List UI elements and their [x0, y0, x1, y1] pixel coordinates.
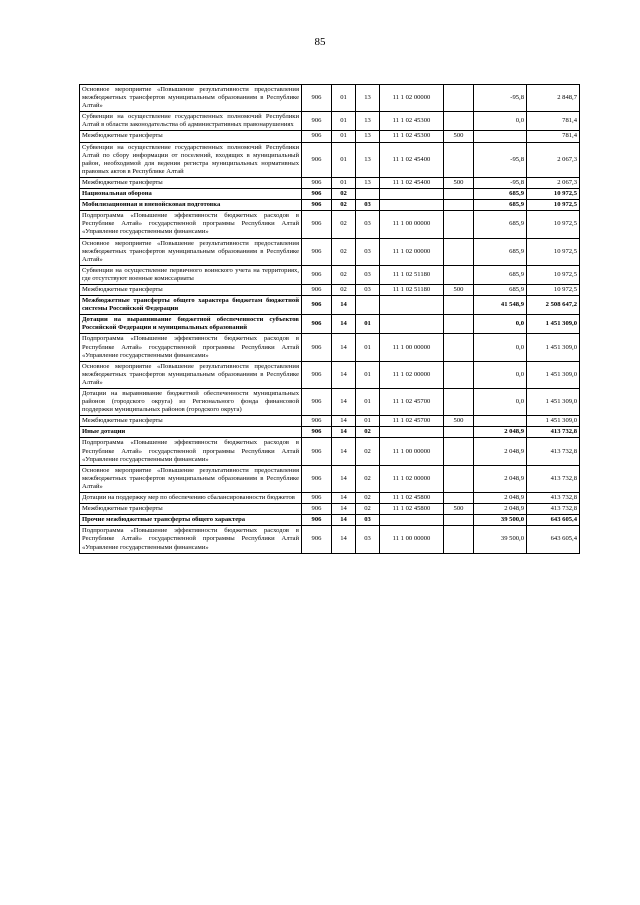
subsection-code-cell: 02 — [356, 438, 380, 465]
amount-total-cell: 643 605,4 — [527, 515, 580, 526]
target-article-cell: 11 1 02 45300 — [380, 131, 444, 142]
amount-total-cell: 2 067,3 — [527, 177, 580, 188]
amount-total-cell: 2 508 647,2 — [527, 296, 580, 315]
item-name-cell: Дотации на выравнивание бюджетной обеспеченности муниципальных районов (городского округа) из Регионального фонда финансовой поддержки муниципальных районов (городского округа) — [80, 389, 302, 416]
target-article-cell: 11 1 02 45800 — [380, 493, 444, 504]
target-article-cell: 11 1 02 00000 — [380, 361, 444, 388]
table-row — [80, 526, 580, 553]
admin-code-cell: 906 — [302, 493, 332, 504]
target-article-cell: 11 1 02 51180 — [380, 284, 444, 295]
amount-total-cell: 1 451 309,0 — [527, 361, 580, 388]
table-row — [80, 389, 580, 416]
amount-change-cell: -95,8 — [474, 85, 527, 112]
subsection-code-cell: 01 — [356, 315, 380, 334]
expense-type-cell — [444, 189, 474, 200]
item-name-cell: Основное мероприятие «Повышение результативности предоставления межбюджетных трансфертов муниципальным образованиям в Республике Алтай» — [80, 238, 302, 265]
table-row — [80, 142, 580, 177]
item-name-cell: Дотации на выравнивание бюджетной обеспеченности субъектов Российской Федерации и муниципальных образований — [80, 315, 302, 334]
admin-code-cell: 906 — [302, 438, 332, 465]
target-article-cell — [380, 515, 444, 526]
amount-change-cell — [474, 416, 527, 427]
subsection-code-cell: 01 — [356, 361, 380, 388]
item-name-cell: Субвенции на осуществление государственных полномочий Республики Алтай в области законодательства об административных правонарушениях — [80, 112, 302, 131]
section-code-cell: 14 — [332, 438, 356, 465]
section-code-cell: 14 — [332, 465, 356, 492]
target-article-cell: 11 1 02 45800 — [380, 504, 444, 515]
table-row — [80, 334, 580, 361]
page-number: 85 — [314, 36, 326, 48]
subsection-code-cell: 03 — [356, 526, 380, 553]
table-row — [80, 211, 580, 238]
table-row — [80, 189, 580, 200]
item-name-cell: Прочие межбюджетные трансферты общего характера — [80, 515, 302, 526]
admin-code-cell: 906 — [302, 296, 332, 315]
amount-total-cell: 413 732,8 — [527, 493, 580, 504]
item-name-cell: Межбюджетные трансферты — [80, 504, 302, 515]
amount-change-cell: 0,0 — [474, 315, 527, 334]
section-code-cell: 01 — [332, 142, 356, 177]
amount-change-cell: 2 048,9 — [474, 504, 527, 515]
admin-code-cell: 906 — [302, 416, 332, 427]
amount-total-cell: 10 972,5 — [527, 284, 580, 295]
expense-type-cell: 500 — [444, 177, 474, 188]
amount-change-cell: 2 048,9 — [474, 438, 527, 465]
expense-type-cell — [444, 142, 474, 177]
target-article-cell: 11 1 00 00000 — [380, 438, 444, 465]
item-name-cell: Субвенции на осуществление государственных полномочий Республики Алтай по сбору информации от поселений, входящих в муниципальный район, необходимой для ведения регистра муниципальных нормативных правовых актов в Республике Алтай — [80, 142, 302, 177]
budget-table-body — [80, 85, 580, 554]
table-row — [80, 315, 580, 334]
table-row — [80, 131, 580, 142]
section-code-cell: 01 — [332, 177, 356, 188]
admin-code-cell: 906 — [302, 515, 332, 526]
amount-change-cell: 0,0 — [474, 112, 527, 131]
amount-total-cell: 781,4 — [527, 131, 580, 142]
target-article-cell — [380, 200, 444, 211]
admin-code-cell: 906 — [302, 334, 332, 361]
amount-total-cell: 2 848,7 — [527, 85, 580, 112]
expense-type-cell — [444, 493, 474, 504]
item-name-cell: Межбюджетные трансферты — [80, 284, 302, 295]
amount-change-cell: 685,9 — [474, 238, 527, 265]
table-row — [80, 200, 580, 211]
target-article-cell — [380, 315, 444, 334]
admin-code-cell: 906 — [302, 284, 332, 295]
target-article-cell: 11 1 02 45400 — [380, 142, 444, 177]
table-row — [80, 238, 580, 265]
target-article-cell — [380, 189, 444, 200]
table-row — [80, 504, 580, 515]
subsection-code-cell: 03 — [356, 515, 380, 526]
expense-type-cell — [444, 389, 474, 416]
subsection-code-cell: 03 — [356, 238, 380, 265]
section-code-cell: 14 — [332, 515, 356, 526]
expense-type-cell — [444, 315, 474, 334]
admin-code-cell: 906 — [302, 465, 332, 492]
table-row — [80, 438, 580, 465]
expense-type-cell — [444, 515, 474, 526]
item-name-cell: Мобилизационная и вневойсковая подготовка — [80, 200, 302, 211]
target-article-cell — [380, 427, 444, 438]
item-name-cell: Межбюджетные трансферты — [80, 416, 302, 427]
admin-code-cell: 906 — [302, 85, 332, 112]
amount-total-cell: 10 972,5 — [527, 265, 580, 284]
subsection-code-cell: 03 — [356, 200, 380, 211]
admin-code-cell: 906 — [302, 504, 332, 515]
table-row — [80, 361, 580, 388]
expense-type-cell: 500 — [444, 504, 474, 515]
item-name-cell: Национальная оборона — [80, 189, 302, 200]
table-row — [80, 265, 580, 284]
table-row — [80, 284, 580, 295]
section-code-cell: 14 — [332, 504, 356, 515]
section-code-cell: 02 — [332, 200, 356, 211]
section-code-cell: 14 — [332, 361, 356, 388]
expense-type-cell — [444, 526, 474, 553]
admin-code-cell: 906 — [302, 238, 332, 265]
target-article-cell: 11 1 00 00000 — [380, 526, 444, 553]
table-row — [80, 515, 580, 526]
item-name-cell: Основное мероприятие «Повышение результативности предоставления межбюджетных трансфертов муниципальным образованиям в Республике Алтай» — [80, 361, 302, 388]
amount-change-cell: 685,9 — [474, 284, 527, 295]
item-name-cell: Межбюджетные трансферты — [80, 131, 302, 142]
table-row — [80, 112, 580, 131]
admin-code-cell: 906 — [302, 200, 332, 211]
subsection-code-cell: 03 — [356, 284, 380, 295]
amount-change-cell: 2 048,9 — [474, 493, 527, 504]
section-code-cell: 14 — [332, 526, 356, 553]
item-name-cell: Подпрограмма «Повышение эффективности бюджетных расходов в Республике Алтай» государственной программы Республики Алтай «Управление государственными финансами» — [80, 526, 302, 553]
amount-change-cell: 39 500,0 — [474, 515, 527, 526]
subsection-code-cell: 13 — [356, 177, 380, 188]
target-article-cell: 11 1 02 45700 — [380, 389, 444, 416]
amount-change-cell — [474, 131, 527, 142]
admin-code-cell: 906 — [302, 189, 332, 200]
admin-code-cell: 906 — [302, 211, 332, 238]
subsection-code-cell: 01 — [356, 389, 380, 416]
amount-total-cell: 413 732,8 — [527, 438, 580, 465]
admin-code-cell: 906 — [302, 315, 332, 334]
amount-change-cell: 685,9 — [474, 265, 527, 284]
expense-type-cell — [444, 211, 474, 238]
expense-type-cell: 500 — [444, 131, 474, 142]
admin-code-cell: 906 — [302, 131, 332, 142]
item-name-cell: Межбюджетные трансферты — [80, 177, 302, 188]
table-row — [80, 177, 580, 188]
expense-type-cell — [444, 265, 474, 284]
expense-type-cell — [444, 427, 474, 438]
target-article-cell: 11 1 02 00000 — [380, 465, 444, 492]
amount-total-cell: 1 451 309,0 — [527, 315, 580, 334]
subsection-code-cell: 01 — [356, 416, 380, 427]
expense-type-cell — [444, 296, 474, 315]
target-article-cell: 11 1 02 45400 — [380, 177, 444, 188]
budget-table — [79, 84, 580, 554]
amount-change-cell: 2 048,9 — [474, 427, 527, 438]
amount-change-cell: 0,0 — [474, 389, 527, 416]
subsection-code-cell: 13 — [356, 131, 380, 142]
subsection-code-cell: 02 — [356, 427, 380, 438]
subsection-code-cell: 13 — [356, 112, 380, 131]
admin-code-cell: 906 — [302, 112, 332, 131]
expense-type-cell: 500 — [444, 416, 474, 427]
subsection-code-cell: 02 — [356, 493, 380, 504]
amount-total-cell: 10 972,5 — [527, 189, 580, 200]
expense-type-cell — [444, 361, 474, 388]
amount-change-cell: 41 548,9 — [474, 296, 527, 315]
section-code-cell: 02 — [332, 265, 356, 284]
expense-type-cell: 500 — [444, 284, 474, 295]
target-article-cell: 11 1 02 00000 — [380, 238, 444, 265]
amount-change-cell: 39 500,0 — [474, 526, 527, 553]
expense-type-cell — [444, 85, 474, 112]
amount-change-cell: 0,0 — [474, 334, 527, 361]
amount-total-cell: 781,4 — [527, 112, 580, 131]
section-code-cell: 14 — [332, 296, 356, 315]
expense-type-cell — [444, 465, 474, 492]
section-code-cell: 14 — [332, 315, 356, 334]
section-code-cell: 01 — [332, 85, 356, 112]
admin-code-cell: 906 — [302, 361, 332, 388]
amount-total-cell: 643 605,4 — [527, 526, 580, 553]
target-article-cell: 11 1 02 45300 — [380, 112, 444, 131]
subsection-code-cell: 02 — [356, 465, 380, 492]
admin-code-cell: 906 — [302, 265, 332, 284]
table-row — [80, 296, 580, 315]
section-code-cell: 14 — [332, 493, 356, 504]
section-code-cell: 14 — [332, 427, 356, 438]
amount-total-cell: 1 451 309,0 — [527, 334, 580, 361]
amount-total-cell: 10 972,5 — [527, 200, 580, 211]
amount-total-cell: 1 451 309,0 — [527, 389, 580, 416]
admin-code-cell: 906 — [302, 526, 332, 553]
item-name-cell: Дотации на поддержку мер по обеспечению сбалансированности бюджетов — [80, 493, 302, 504]
admin-code-cell: 906 — [302, 142, 332, 177]
amount-change-cell: 0,0 — [474, 361, 527, 388]
admin-code-cell: 906 — [302, 427, 332, 438]
target-article-cell: 11 1 02 51180 — [380, 265, 444, 284]
amount-change-cell: 2 048,9 — [474, 465, 527, 492]
amount-change-cell: 685,9 — [474, 189, 527, 200]
item-name-cell: Иные дотации — [80, 427, 302, 438]
target-article-cell: 11 1 00 00000 — [380, 211, 444, 238]
amount-total-cell: 10 972,5 — [527, 238, 580, 265]
expense-type-cell — [444, 438, 474, 465]
section-code-cell: 14 — [332, 416, 356, 427]
item-name-cell: Основное мероприятие «Повышение результативности предоставления межбюджетных трансфертов муниципальным образованиям в Республике Алтай» — [80, 465, 302, 492]
section-code-cell: 02 — [332, 211, 356, 238]
amount-total-cell: 2 067,3 — [527, 142, 580, 177]
item-name-cell: Подпрограмма «Повышение эффективности бюджетных расходов в Республике Алтай» государственной программы Республики Алтай «Управление государственными финансами» — [80, 211, 302, 238]
table-row — [80, 416, 580, 427]
item-name-cell: Подпрограмма «Повышение эффективности бюджетных расходов в Республике Алтай» государственной программы Республики Алтай «Управление государственными финансами» — [80, 334, 302, 361]
amount-change-cell: -95,8 — [474, 142, 527, 177]
target-article-cell: 11 1 02 00000 — [380, 85, 444, 112]
section-code-cell: 02 — [332, 238, 356, 265]
table-row — [80, 427, 580, 438]
subsection-code-cell — [356, 296, 380, 315]
table-row — [80, 85, 580, 112]
expense-type-cell — [444, 334, 474, 361]
amount-total-cell: 413 732,8 — [527, 427, 580, 438]
item-name-cell: Субвенции на осуществление первичного воинского учета на территориях, где отсутствуют военные комиссариаты — [80, 265, 302, 284]
item-name-cell: Подпрограмма «Повышение эффективности бюджетных расходов в Республике Алтай» государственной программы Республики Алтай «Управление государственными финансами» — [80, 438, 302, 465]
subsection-code-cell: 03 — [356, 265, 380, 284]
subsection-code-cell: 01 — [356, 334, 380, 361]
admin-code-cell: 906 — [302, 177, 332, 188]
expense-type-cell — [444, 238, 474, 265]
item-name-cell: Основное мероприятие «Повышение результативности предоставления межбюджетных трансфертов муниципальным образованиям в Республике Алтай» — [80, 85, 302, 112]
admin-code-cell: 906 — [302, 389, 332, 416]
amount-total-cell: 413 732,8 — [527, 465, 580, 492]
amount-change-cell: 685,9 — [474, 200, 527, 211]
section-code-cell: 01 — [332, 112, 356, 131]
subsection-code-cell: 02 — [356, 504, 380, 515]
section-code-cell: 14 — [332, 389, 356, 416]
section-code-cell: 14 — [332, 334, 356, 361]
subsection-code-cell — [356, 189, 380, 200]
expense-type-cell — [444, 200, 474, 211]
section-code-cell: 01 — [332, 131, 356, 142]
target-article-cell: 11 1 02 45700 — [380, 416, 444, 427]
section-code-cell: 02 — [332, 189, 356, 200]
amount-total-cell: 413 732,8 — [527, 504, 580, 515]
subsection-code-cell: 03 — [356, 211, 380, 238]
subsection-code-cell: 13 — [356, 85, 380, 112]
expense-type-cell — [444, 112, 474, 131]
table-row — [80, 493, 580, 504]
subsection-code-cell: 13 — [356, 142, 380, 177]
item-name-cell: Межбюджетные трансферты общего характера бюджетам бюджетной системы Российской Федерации — [80, 296, 302, 315]
amount-change-cell: -95,8 — [474, 177, 527, 188]
section-code-cell: 02 — [332, 284, 356, 295]
table-row — [80, 465, 580, 492]
target-article-cell — [380, 296, 444, 315]
amount-total-cell: 1 451 309,0 — [527, 416, 580, 427]
amount-total-cell: 10 972,5 — [527, 211, 580, 238]
amount-change-cell: 685,9 — [474, 211, 527, 238]
target-article-cell: 11 1 00 00000 — [380, 334, 444, 361]
